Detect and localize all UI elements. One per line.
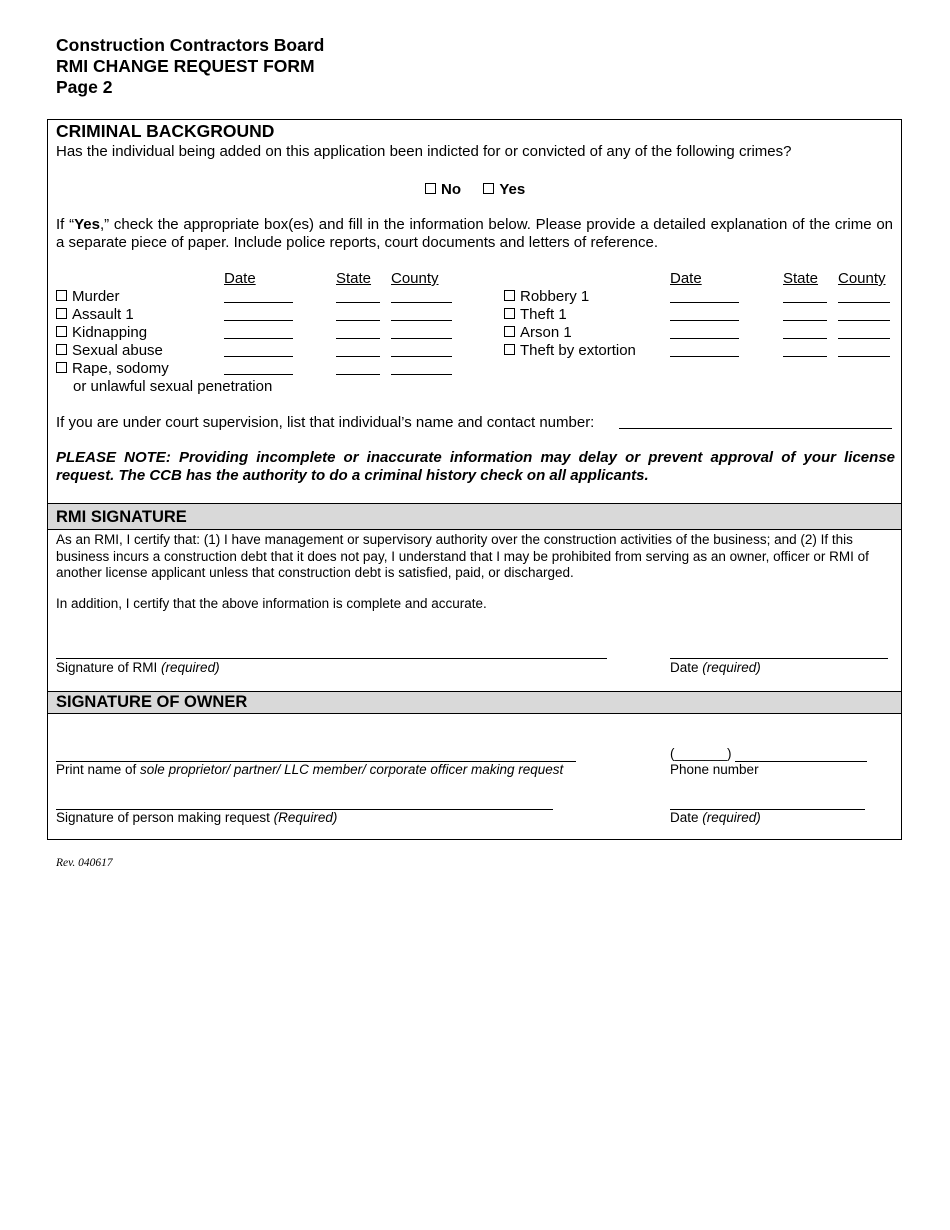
crime-assault[interactable]: [56, 306, 134, 323]
kidnapping-date-field[interactable]: [224, 324, 293, 339]
crime-theft[interactable]: [504, 306, 567, 323]
rmi-certify-text: As an RMI, I certify that: (1) I have management or supervisory authority over the construction activities of the business; and (2) If this business incurs a construction debt that it does not pay, I understand that I may be prohibited from serving as an owner, officer or RMI of another license applicant unless that construction debt is satisfied, paid, or discharged.: [56, 532, 869, 580]
kidnapping-state-field[interactable]: [336, 324, 380, 339]
crime-theft-extortion[interactable]: [504, 342, 636, 359]
right-col-state: State: [783, 270, 819, 287]
sexual-abuse-state-field[interactable]: [336, 342, 380, 357]
crime-label: Kidnapping: [72, 324, 148, 341]
no-label: No: [441, 181, 461, 198]
right-col-date: Date: [670, 270, 702, 287]
crime-kidnapping[interactable]: [56, 324, 147, 341]
date-required: (required): [702, 660, 761, 675]
date-label-text: Date: [670, 660, 703, 675]
crime-label: Rape, sodomy: [72, 360, 169, 377]
rmi-addition-text: In addition, I certify that the above information is complete and accurate.: [56, 596, 487, 611]
sexual-abuse-date-field[interactable]: [224, 342, 293, 357]
murder-county-field[interactable]: [391, 288, 452, 303]
arson-state-field[interactable]: [783, 324, 827, 339]
if-yes-bold: Yes: [74, 216, 100, 233]
print-name-label: [56, 762, 563, 777]
arson-checkbox[interactable]: [504, 326, 515, 337]
no-checkbox[interactable]: [425, 183, 436, 194]
robbery-date-field[interactable]: [670, 288, 739, 303]
no-option[interactable]: [425, 181, 461, 198]
no-yes-options: [425, 181, 525, 198]
rape-sodomy-checkbox[interactable]: [56, 362, 67, 373]
rmi-date-label: [670, 660, 761, 675]
criminal-background-title: CRIMINAL BACKGROUND: [56, 121, 275, 141]
assault-state-field[interactable]: [336, 306, 380, 321]
extortion-date-field[interactable]: [670, 342, 739, 357]
crime-label: Murder: [72, 288, 120, 305]
crime-label: Theft 1: [520, 306, 567, 323]
yes-label: Yes: [499, 181, 526, 198]
owner-date-label: [670, 810, 761, 825]
left-col-county: County: [391, 270, 439, 287]
sexual-abuse-county-field[interactable]: [391, 342, 452, 357]
rape-county-field[interactable]: [391, 360, 452, 375]
criminal-question: Has the individual being added on this application been indicted for or convicted of any of the following crimes?: [56, 143, 792, 160]
rmi-signature-label: [56, 660, 220, 675]
owner-signature-label: [56, 810, 337, 825]
form-header: [56, 35, 324, 98]
print-label-text: Print name of: [56, 762, 141, 777]
extortion-county-field[interactable]: [838, 342, 890, 357]
sig-required: (required): [161, 660, 220, 675]
page-number: Page 2: [56, 77, 113, 97]
supervision-field[interactable]: [619, 414, 892, 429]
please-note: PLEASE NOTE: Providing incomplete or inaccurate information may delay or prevent approval of your license request. The CCB has the authority to do a criminal history check on all applicants.: [56, 449, 895, 484]
crime-label: Theft by extortion: [520, 342, 636, 359]
theft-county-field[interactable]: [838, 306, 890, 321]
agency-name: Construction Contractors Board: [56, 35, 325, 55]
murder-state-field[interactable]: [336, 288, 380, 303]
rmi-signature-band: [48, 503, 901, 530]
crime-murder[interactable]: [56, 288, 120, 305]
crime-label: Robbery 1: [520, 288, 590, 305]
rmi-signature-field[interactable]: [56, 657, 607, 659]
owner-date-required: (required): [702, 810, 761, 825]
sig-label-text: Signature of RMI: [56, 660, 162, 675]
supervision-label: If you are under court supervision, list that individual’s name and contact number:: [56, 414, 595, 431]
form-box: [47, 119, 902, 840]
theft-checkbox[interactable]: [504, 308, 515, 319]
crime-sexual-abuse[interactable]: [56, 342, 163, 359]
arson-county-field[interactable]: [838, 324, 890, 339]
theft-extortion-checkbox[interactable]: [504, 344, 515, 355]
if-rest: ,” check the appropriate box(es) and fill in the information below. Please provide a detailed explanation of the crime on a separate piece of paper. Include police reports, court documents and letters of reference.: [56, 216, 894, 251]
yes-checkbox[interactable]: [483, 183, 494, 194]
robbery-checkbox[interactable]: [504, 290, 515, 301]
left-col-date: Date: [224, 270, 256, 287]
owner-sig-required: (Required): [273, 810, 338, 825]
assault-checkbox[interactable]: [56, 308, 67, 319]
robbery-state-field[interactable]: [783, 288, 827, 303]
phone-number-label: Phone number: [670, 762, 759, 777]
owner-date-label-text: Date: [670, 810, 703, 825]
rmi-date-field[interactable]: [670, 657, 888, 659]
rape-date-field[interactable]: [224, 360, 293, 375]
revision-number: Rev. 040617: [56, 857, 113, 869]
robbery-county-field[interactable]: [838, 288, 890, 303]
crime-arson[interactable]: [504, 324, 572, 341]
crime-robbery[interactable]: [504, 288, 589, 305]
assault-date-field[interactable]: [224, 306, 293, 321]
murder-date-field[interactable]: [224, 288, 293, 303]
assault-county-field[interactable]: [391, 306, 452, 321]
crime-label: Assault 1: [72, 306, 134, 323]
if-yes-instructions: [56, 216, 893, 252]
print-label-italic: sole proprietor/ partner/ LLC member/ corporate officer making request: [140, 762, 564, 777]
owner-sig-label-text: Signature of person making request: [56, 810, 274, 825]
crime-rape-sodomy-cont: or unlawful sexual penetration: [73, 378, 273, 395]
kidnapping-county-field[interactable]: [391, 324, 452, 339]
if-prefix: If “: [56, 216, 75, 233]
right-col-county: County: [838, 270, 886, 287]
crime-label: Sexual abuse: [72, 342, 163, 359]
extortion-state-field[interactable]: [783, 342, 827, 357]
kidnapping-checkbox[interactable]: [56, 326, 67, 337]
arson-date-field[interactable]: [670, 324, 739, 339]
owner-signature-title: SIGNATURE OF OWNER: [56, 693, 248, 711]
sexual-abuse-checkbox[interactable]: [56, 344, 67, 355]
rape-state-field[interactable]: [336, 360, 380, 375]
theft-date-field[interactable]: [670, 306, 739, 321]
form-title: RMI CHANGE REQUEST FORM: [56, 56, 315, 76]
yes-option[interactable]: [483, 181, 525, 198]
left-col-state: State: [336, 270, 372, 287]
murder-checkbox[interactable]: [56, 290, 67, 301]
rmi-signature-title: RMI SIGNATURE: [56, 508, 187, 526]
theft-state-field[interactable]: [783, 306, 827, 321]
crime-label: Arson 1: [520, 324, 572, 341]
crime-rape-sodomy[interactable]: [56, 360, 169, 377]
owner-signature-band: [48, 691, 901, 714]
phone-paren: (_______): [670, 746, 732, 761]
